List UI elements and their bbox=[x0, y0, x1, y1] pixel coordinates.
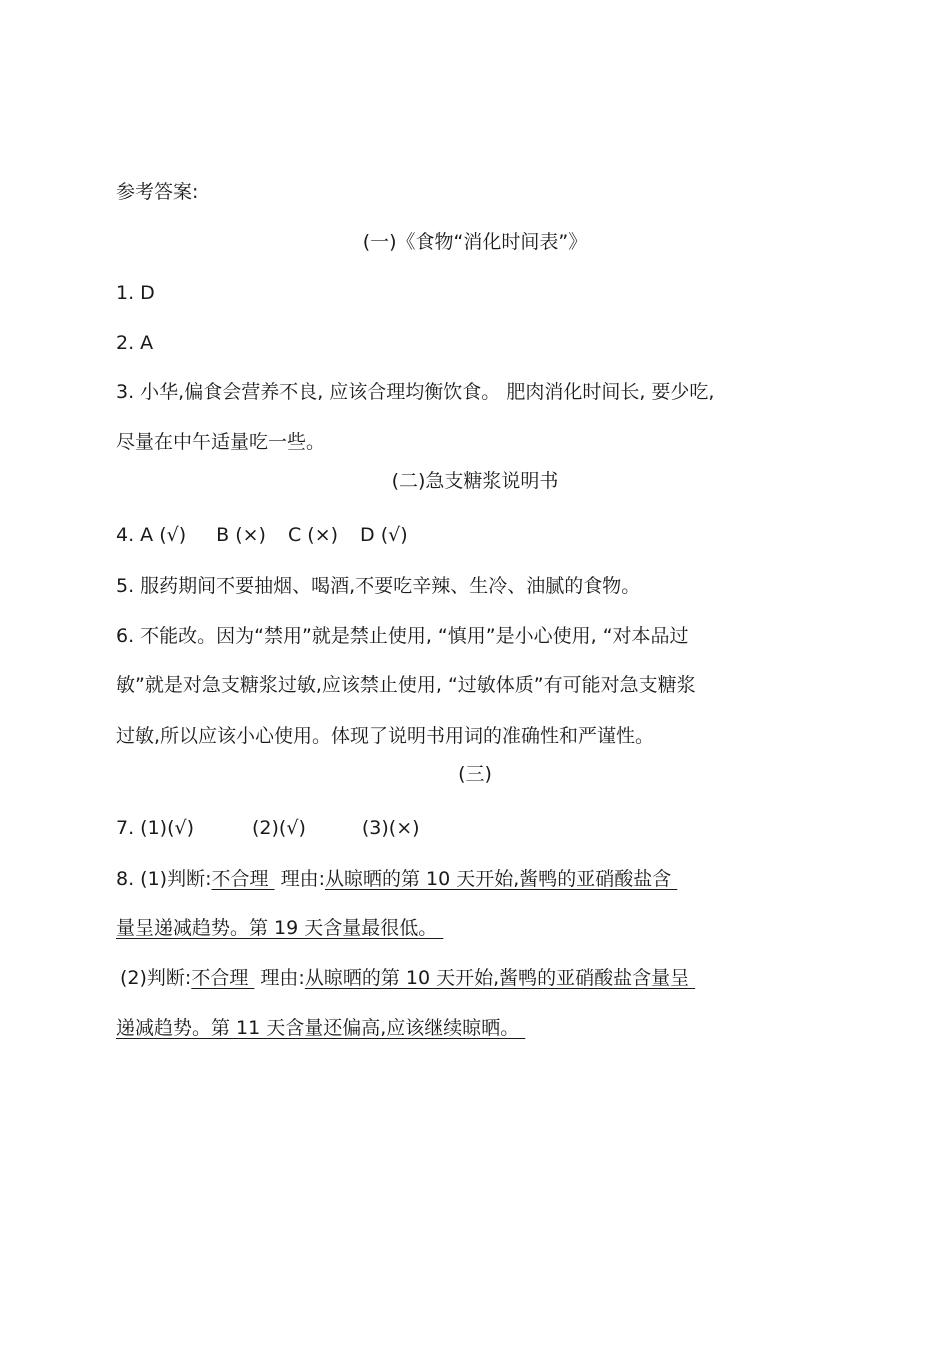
answer-8-2-prefix: (2)判断: bbox=[120, 967, 192, 989]
answer-8-1-line-2 bbox=[116, 916, 443, 940]
section-1-title: (一)《食物“消化时间表”》 bbox=[362, 231, 588, 253]
answer-4-c: C (×) bbox=[287, 524, 339, 546]
answer-8-1-reason-2: 量呈递减趋势。第 19 天含量最很低。 bbox=[116, 917, 444, 939]
answer-3-line-2: 尽量在中午适量吃一些。 bbox=[116, 431, 326, 453]
answer-6-line-2: 敏”就是对急支糖浆过敏,应该禁止使用, “过敏体质”有可能对急支糖浆 bbox=[116, 674, 696, 696]
answer-8-1-judgement: 不合理 bbox=[211, 868, 275, 890]
answer-8-2-line-2 bbox=[116, 1016, 525, 1040]
answer-8-1-reason-1: 从晾晒的第 10 天开始,酱鸭的亚硝酸盐含 bbox=[324, 868, 678, 890]
answer-8-2-line-1 bbox=[120, 966, 695, 990]
answer-7-part-2: (2)(√) bbox=[252, 817, 306, 839]
answer-6-line-3: 过敏,所以应该小心使用。体现了说明书用词的准确性和严谨性。 bbox=[116, 725, 655, 747]
answer-4 bbox=[116, 523, 408, 547]
answer-heading: 参考答案: bbox=[116, 181, 199, 203]
answer-4-d: D (√) bbox=[360, 524, 408, 546]
answer-8-2-reason-label: 理由: bbox=[254, 967, 305, 989]
answer-3-line-1: 3. 小华,偏食会营养不良, 应该合理均衡饮食。 肥肉消化时间长, 要少吃, bbox=[116, 381, 715, 403]
answer-8-1-prefix: 8. (1)判断: bbox=[116, 868, 212, 890]
answer-8-1-line-1 bbox=[116, 867, 677, 891]
answer-7-part-3: (3)(×) bbox=[361, 817, 420, 839]
answer-4-b: B (×) bbox=[216, 524, 266, 546]
answer-8-2-judgement: 不合理 bbox=[191, 967, 255, 989]
answer-8-2-reason-1: 从晾晒的第 10 天开始,酱鸭的亚硝酸盐含量呈 bbox=[304, 967, 696, 989]
answer-7-part-1: 7. (1)(√) bbox=[116, 817, 195, 839]
section-3-title: (三) bbox=[458, 763, 492, 785]
answer-8-2-reason-2: 递减趋势。第 11 天含量还偏高,应该继续晾晒。 bbox=[116, 1017, 526, 1039]
answer-2: 2. A bbox=[116, 332, 154, 354]
answer-4-a: 4. A (√) bbox=[116, 524, 187, 546]
answer-5: 5. 服药期间不要抽烟、喝酒,不要吃辛辣、生冷、油腻的食物。 bbox=[116, 575, 641, 597]
answer-8-1-reason-label: 理由: bbox=[274, 868, 325, 890]
answer-1: 1. D bbox=[116, 282, 155, 304]
section-2-title: (二)急支糖浆说明书 bbox=[391, 470, 559, 492]
answer-7 bbox=[116, 816, 420, 840]
answer-6-line-1: 6. 不能改。因为“禁用”就是禁止使用, “慎用”是小心使用, “对本品过 bbox=[116, 625, 689, 647]
